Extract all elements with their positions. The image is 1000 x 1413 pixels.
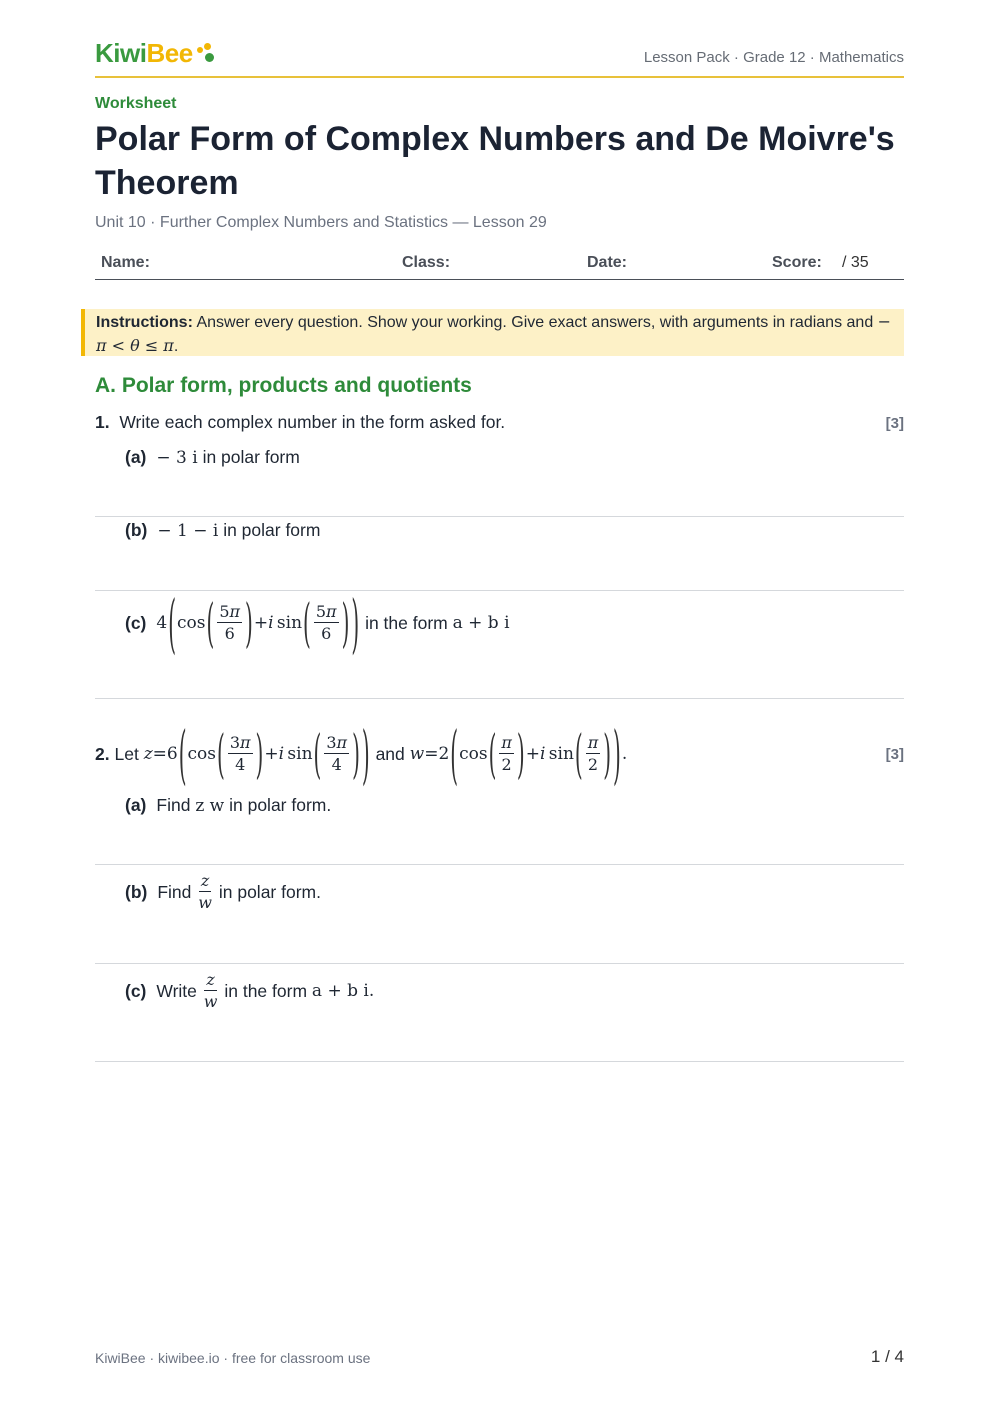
part-text: in polar form. <box>218 881 321 902</box>
answer-line <box>95 516 904 517</box>
brand-logo <box>95 38 215 68</box>
answer-line <box>95 698 904 699</box>
question-let: Let <box>114 743 139 764</box>
question-2 <box>95 715 628 793</box>
logo-dots-icon <box>197 43 215 63</box>
part-text: in polar form. <box>229 795 332 815</box>
student-info-row <box>95 252 904 280</box>
part-label: (a) <box>125 795 147 815</box>
part-math: − 1 − i <box>157 520 219 541</box>
page-title: Polar Form of Complex Numbers and De Moivre's Theorem <box>95 120 895 202</box>
part-label: (b) <box>125 881 148 902</box>
q2-part-a <box>125 795 331 816</box>
brand-bee: Bee <box>146 37 193 68</box>
date-label: Date: <box>587 254 628 271</box>
header-divider <box>95 76 904 78</box>
answer-line <box>95 963 904 964</box>
header-context: Lesson Pack · Grade 12 · Mathematics <box>643 49 904 66</box>
question-2-marks: [3] <box>885 746 904 763</box>
part-label: (c) <box>125 980 147 1001</box>
answer-line <box>95 590 904 591</box>
page-subtitle: Unit 10 · Further Complex Numbers and Statistics — Lesson 29 <box>95 214 547 231</box>
z-over-w-fraction: $\frac{z}{w}$ <box>198 871 212 912</box>
w-expression: w =2 ( cos ( $\frac{\pi}{2}$ ) + i sin ( $\frac{\pi}{2}$ ) ) . <box>409 715 628 793</box>
page-number: 1 / 4 <box>870 1347 904 1366</box>
part-label: (a) <box>125 447 147 467</box>
q1-part-c <box>125 584 510 662</box>
q1-part-b <box>125 520 320 541</box>
question-text: Write each complex number in the form asked for. <box>119 412 506 432</box>
part-text: in polar form <box>202 447 300 467</box>
q1-part-a <box>125 447 300 468</box>
part-pre: Write <box>156 980 197 1001</box>
part-label: (c) <box>125 612 147 633</box>
name-label: Name: <box>101 254 150 271</box>
question-number: 2. <box>95 743 110 764</box>
answer-line <box>95 1061 904 1062</box>
question-and: and <box>375 743 405 764</box>
score-label: Score: <box>772 254 822 271</box>
part-c-expression: 4 ( cos ( $\frac{5\pi}{6}$ ) + i sin ( $\frac{5\pi}{6}$ ) ) <box>156 584 360 662</box>
q2-part-c <box>125 969 374 1013</box>
question-1-marks: [3] <box>885 415 904 432</box>
z-expression: z =6 ( cos ( $\frac{3\pi}{4}$ ) + i sin ( $\frac{3\pi}{4}$ ) ) <box>143 715 370 793</box>
instructions-text: Answer every question. Show your working. Give exact answers, with arguments in radians and <box>196 314 874 331</box>
instructions-math: − π < θ ≤ π <box>96 312 892 355</box>
part-text: in the form <box>365 612 448 633</box>
instructions-label: Instructions: <box>96 314 193 331</box>
section-a-heading: A. Polar form, products and quotients <box>95 374 472 397</box>
part-target: a + b i <box>452 613 510 633</box>
footer-credit: KiwiBee · kiwibee.io · free for classroom use <box>95 1350 371 1366</box>
part-pre: Find <box>157 881 192 902</box>
part-math: − 3 i <box>156 447 198 468</box>
part-text: in polar form <box>223 520 321 540</box>
part-math: z w <box>195 795 225 816</box>
instructions-box <box>81 309 904 356</box>
part-target: a + b i. <box>311 981 375 1001</box>
question-1 <box>95 412 505 433</box>
class-label: Class: <box>402 254 451 271</box>
part-label: (b) <box>125 520 148 540</box>
instructions-end: . <box>173 338 179 355</box>
score-total: / 35 <box>842 254 869 271</box>
z-over-w-fraction: $\frac{z}{w}$ <box>203 970 218 1011</box>
brand-kiwi: Kiwi <box>95 37 147 68</box>
part-pre: Find <box>156 795 191 815</box>
doc-type-label: Worksheet <box>95 95 177 112</box>
q2-part-b <box>125 870 321 914</box>
question-number: 1. <box>95 412 110 432</box>
answer-line <box>95 864 904 865</box>
part-text: in the form <box>224 980 308 1001</box>
